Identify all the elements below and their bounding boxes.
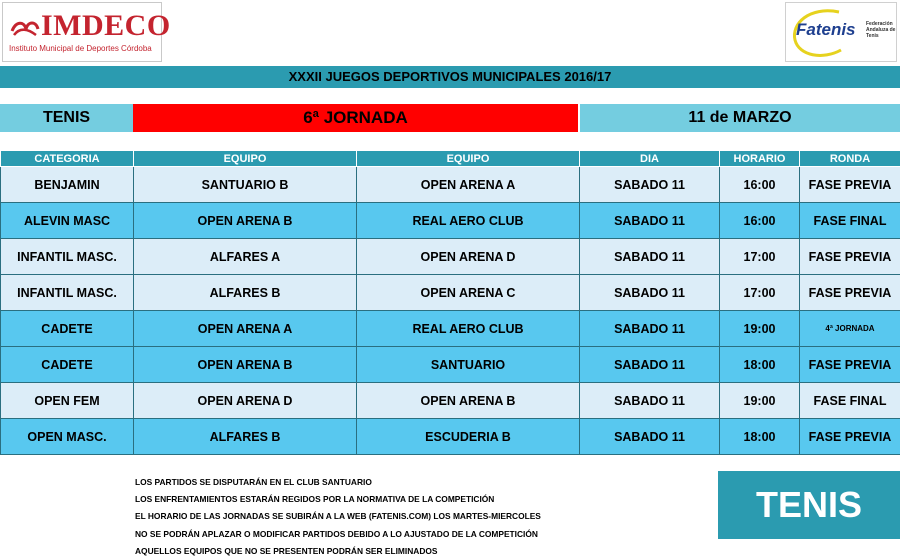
- cell-equipo-2: SANTUARIO: [357, 347, 580, 383]
- note-line: NO SE PODRÁN APLAZAR O MODIFICAR PARTIDOS DEBIDO A LO AJUSTADO DE LA COMPETICIÓN: [135, 526, 695, 543]
- cell-dia: SABADO 11: [580, 167, 720, 203]
- cell-equipo-1: OPEN ARENA A: [134, 311, 357, 347]
- imdeco-emblem-icon: [10, 17, 40, 41]
- cell-equipo-2: REAL AERO CLUB: [357, 203, 580, 239]
- date-label: 11 de MARZO: [580, 104, 900, 132]
- cell-equipo-1: ALFARES A: [134, 239, 357, 275]
- schedule-table: [0, 150, 900, 455]
- cell-horario: 16:00: [720, 203, 800, 239]
- cell-equipo-2: ESCUDERIA B: [357, 419, 580, 455]
- cell-dia: SABADO 11: [580, 419, 720, 455]
- table-row: [1, 167, 900, 203]
- cell-dia: SABADO 11: [580, 383, 720, 419]
- cell-categoria: INFANTIL MASC.: [1, 275, 134, 311]
- note-line: AQUELLOS EQUIPOS QUE NO SE PRESENTEN PODRÁN SER ELIMINADOS: [135, 543, 695, 560]
- cell-horario: 18:00: [720, 347, 800, 383]
- cell-equipo-2: OPEN ARENA C: [357, 275, 580, 311]
- cell-equipo-1: ALFARES B: [134, 419, 357, 455]
- table-row: [1, 383, 900, 419]
- table-row: [1, 239, 900, 275]
- imdeco-logo: [2, 2, 162, 62]
- tenis-footer-box: TENIS: [718, 471, 900, 539]
- note-line: LOS ENFRENTAMIENTOS ESTARÁN REGIDOS POR LA NORMATIVA DE LA COMPETICIÓN: [135, 491, 695, 508]
- header-categoria: CATEGORIA: [1, 151, 134, 167]
- header-ronda: RONDA: [800, 151, 900, 167]
- cell-ronda: FASE PREVIA: [800, 167, 900, 203]
- cell-ronda: FASE PREVIA: [800, 239, 900, 275]
- cell-equipo-1: OPEN ARENA D: [134, 383, 357, 419]
- cell-horario: 19:00: [720, 383, 800, 419]
- cell-equipo-1: OPEN ARENA B: [134, 203, 357, 239]
- table-row: [1, 311, 900, 347]
- cell-categoria: OPEN MASC.: [1, 419, 134, 455]
- table-row: [1, 419, 900, 455]
- cell-dia: SABADO 11: [580, 203, 720, 239]
- note-line: EL HORARIO DE LAS JORNADAS SE SUBIRÁN A LA WEB (FATENIS.COM) LOS MARTES-MIERCOLES: [135, 508, 695, 525]
- cell-equipo-2: OPEN ARENA A: [357, 167, 580, 203]
- table-row: [1, 275, 900, 311]
- cell-dia: SABADO 11: [580, 347, 720, 383]
- cell-horario: 17:00: [720, 239, 800, 275]
- cell-ronda: 4ª JORNADA: [800, 311, 900, 347]
- cell-ronda: FASE PREVIA: [800, 275, 900, 311]
- cell-equipo-1: ALFARES B: [134, 275, 357, 311]
- cell-horario: 19:00: [720, 311, 800, 347]
- cell-ronda: FASE PREVIA: [800, 347, 900, 383]
- cell-dia: SABADO 11: [580, 311, 720, 347]
- jornada-label: 6ª JORNADA: [133, 104, 578, 132]
- cell-equipo-2: REAL AERO CLUB: [357, 311, 580, 347]
- header-equipo-1: EQUIPO: [134, 151, 357, 167]
- imdeco-name: IMDECO: [41, 11, 171, 41]
- header-dia: DIA: [580, 151, 720, 167]
- header-equipo-2: EQUIPO: [357, 151, 580, 167]
- sport-label: TENIS: [0, 104, 133, 132]
- imdeco-subtitle: Instituto Municipal de Deportes Córdoba: [9, 44, 152, 53]
- cell-dia: SABADO 11: [580, 239, 720, 275]
- cell-ronda: FASE FINAL: [800, 383, 900, 419]
- notes-block: [135, 474, 695, 560]
- cell-categoria: BENJAMIN: [1, 167, 134, 203]
- fatenis-logo: [785, 2, 897, 62]
- cell-horario: 18:00: [720, 419, 800, 455]
- cell-categoria: ALEVIN MASC: [1, 203, 134, 239]
- cell-categoria: INFANTIL MASC.: [1, 239, 134, 275]
- cell-equipo-1: OPEN ARENA B: [134, 347, 357, 383]
- table-header-row: [1, 151, 900, 167]
- table-row: [1, 203, 900, 239]
- cell-horario: 17:00: [720, 275, 800, 311]
- cell-dia: SABADO 11: [580, 275, 720, 311]
- fatenis-federation: Federación Andaluza de Tenis: [866, 21, 895, 39]
- cell-equipo-2: OPEN ARENA B: [357, 383, 580, 419]
- table-row: [1, 347, 900, 383]
- cell-ronda: FASE FINAL: [800, 203, 900, 239]
- cell-categoria: CADETE: [1, 347, 134, 383]
- cell-categoria: OPEN FEM: [1, 383, 134, 419]
- cell-equipo-2: OPEN ARENA D: [357, 239, 580, 275]
- header-horario: HORARIO: [720, 151, 800, 167]
- cell-ronda: FASE PREVIA: [800, 419, 900, 455]
- note-line: LOS PARTIDOS SE DISPUTARÁN EN EL CLUB SANTUARIO: [135, 474, 695, 491]
- cell-equipo-1: SANTUARIO B: [134, 167, 357, 203]
- fatenis-name: Fatenis: [796, 20, 856, 40]
- cell-categoria: CADETE: [1, 311, 134, 347]
- cell-horario: 16:00: [720, 167, 800, 203]
- event-banner: XXXII JUEGOS DEPORTIVOS MUNICIPALES 2016/17: [0, 66, 900, 88]
